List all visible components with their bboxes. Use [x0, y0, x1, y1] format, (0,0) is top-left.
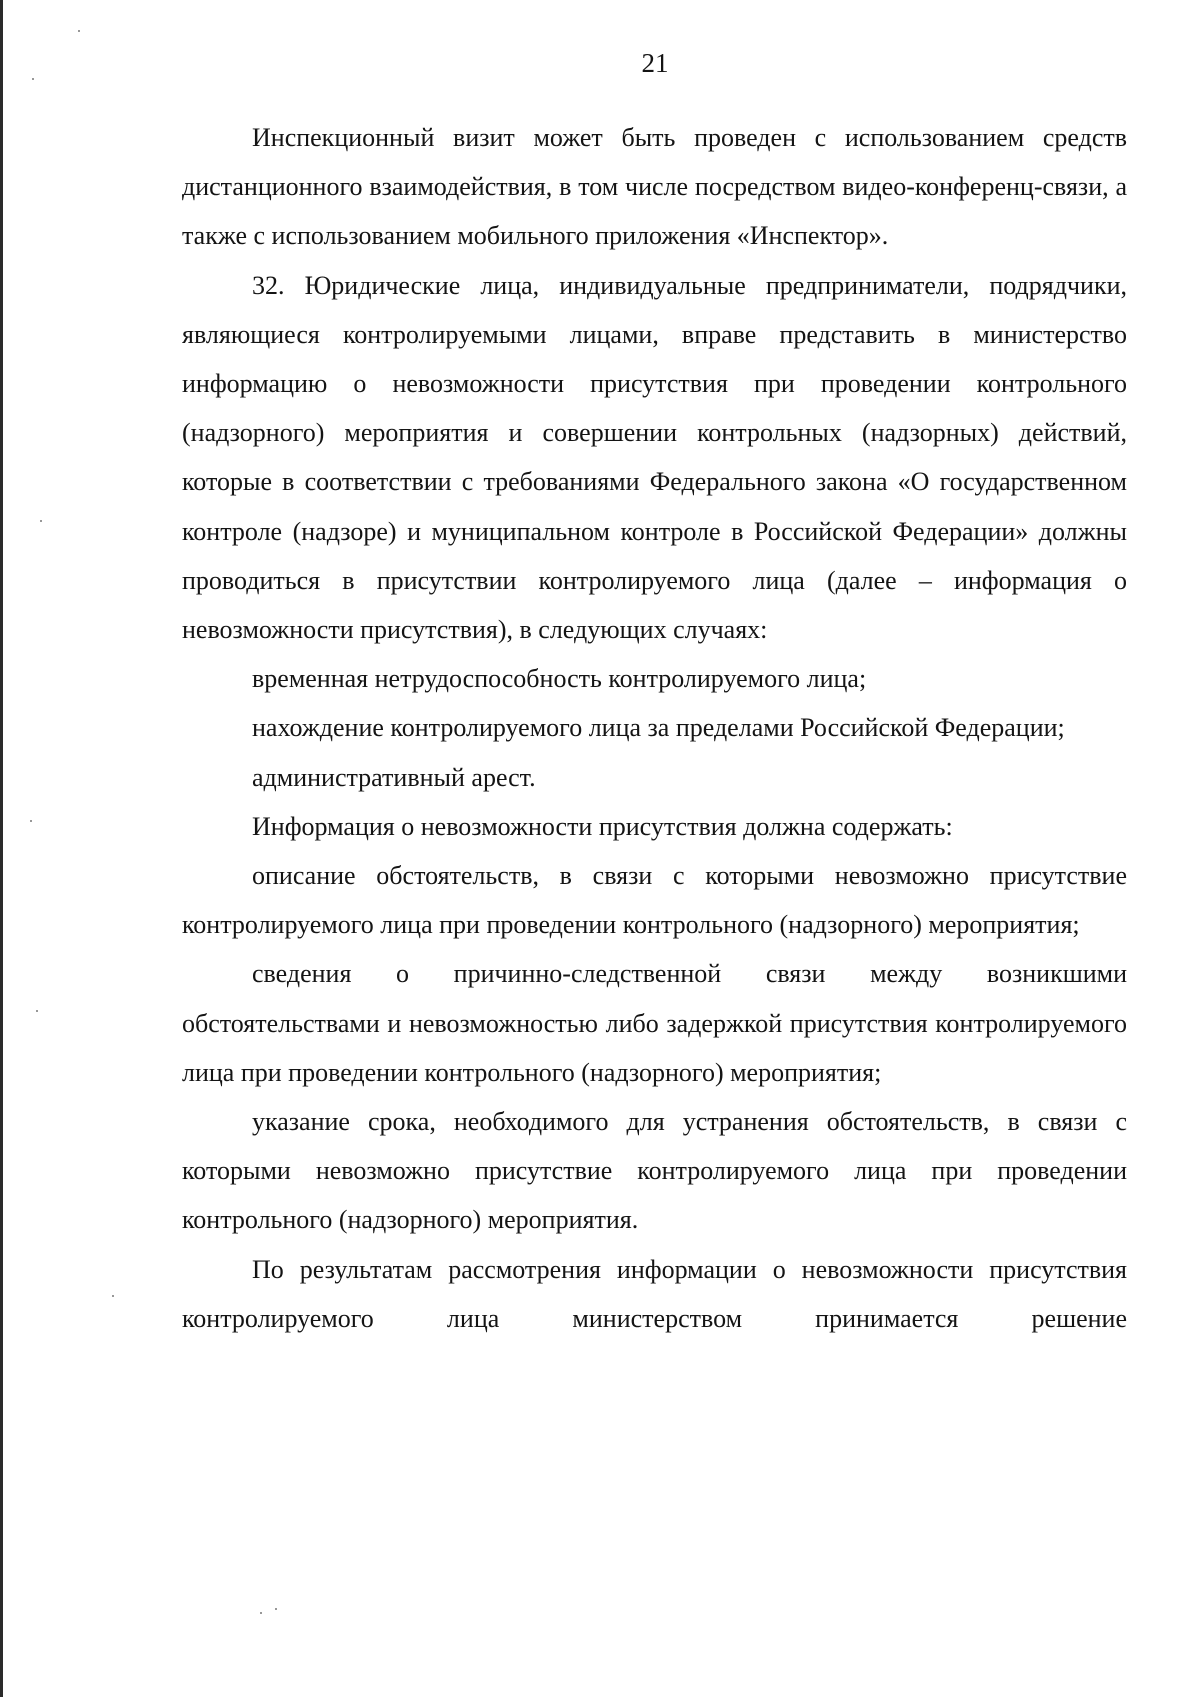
scan-speck — [36, 1010, 38, 1012]
list-item-abroad: нахождение контролируемого лица за пределами Российской Федерации; — [252, 713, 1065, 743]
document-body — [182, 113, 1127, 1343]
scan-speck — [275, 1608, 277, 1610]
list-item-disability: временная нетрудоспособность контролируемого лица; — [252, 664, 867, 694]
page-number: 21 — [641, 48, 669, 78]
scan-speck — [40, 520, 42, 522]
list-item-term: указание срока, необходимого для устранения обстоятельств, в связи с которыми невозможно присутствие контролируемого лица при проведении контрольного (надзорного) мероприятия. — [182, 1107, 1127, 1235]
scan-speck — [78, 30, 80, 32]
scan-speck — [112, 1295, 114, 1297]
scan-speck — [30, 820, 32, 822]
list-item-arrest: административный арест. — [252, 762, 536, 792]
scan-speck — [32, 78, 34, 80]
list-item-causal-link: сведения о причинно-следственной связи между возникшими обстоятельствами и невозможностью либо задержкой присутствия контролируемого лица при проведении контрольного (надзорного) мероприятия; — [182, 959, 1127, 1087]
scan-speck — [260, 1612, 262, 1614]
paragraph-32: 32. Юридические лица, индивидуальные предприниматели, подрядчики, являющиеся контролируемыми лицами, вправе представить в министерство информацию о невозможности присутствия при проведении контрольного (надзорного) мероприятия и совершении контрольных (надзорных) действий, которые в соответствии с требованиями Федерального закона «О государственном контроле (надзоре) и муниципальном контроле в Российской Федерации» должны проводиться в присутствии контролируемого лица (далее – информация о невозможности присутствия), в следующих случаях: — [182, 270, 1127, 645]
paragraph-info-contents: Информация о невозможности присутствия должна содержать: — [252, 811, 953, 841]
paragraph-inspection-visit: Инспекционный визит может быть проведен с использованием средств дистанционного взаимодействия, в том числе посредством видео-конференц-связи, а также с использованием мобильного приложения «Инспектор». — [182, 123, 1127, 251]
scan-left-edge — [0, 0, 3, 1697]
list-item-circumstances: описание обстоятельств, в связи с которыми невозможно присутствие контролируемого лица при проведении контрольного (надзорного) мероприятия; — [182, 861, 1127, 940]
paragraph-decision: По результатам рассмотрения информации о невозможности присутствия контролируемого лица министерством принимается решение — [182, 1254, 1127, 1333]
